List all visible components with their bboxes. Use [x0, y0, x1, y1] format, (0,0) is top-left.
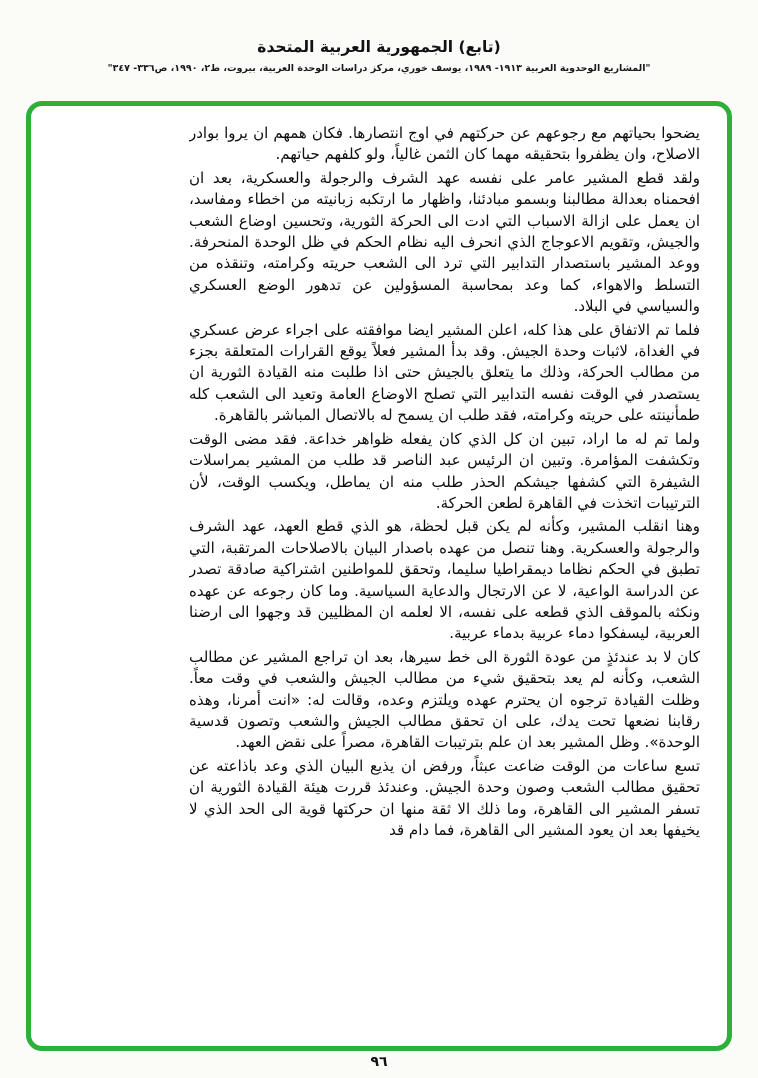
page-header [0, 38, 758, 74]
paragraph: وهنا انقلب المشير، وكأنه لم يكن قبل لحظة، هو الذي قطع العهد، عهد الشرف والرجولة والعسكرية. وهنا تنصل من عهده باصدار البيان بالاصلاحات المرتقبة، التي تطبق في الحكم نظاما ديمقراطيا سليما، وتحقق للمواطنين اشتراكية صادقة تصدر عن الدراسة الواعية، لا عن الارتجال والدعاية السياسية. وما كان رجوعه عن عهده ونكثه بالموقف الذي قطعه على نفسه، الا لعلمه ان المظليين قد وجهوا الى ارضنا العربية، ليسفكوا دماء عربية بدماء عربية. [189, 517, 700, 643]
content-border-box [26, 101, 732, 1051]
body-text-column [189, 123, 700, 1034]
paragraph: تسع ساعات من الوقت ضاعت عبثاً، ورفض ان يذيع البيان الذي وعد باذاعته عن تحقيق مطالب الشعب وصون وحدة الجيش. وعندئذ قررت هيئة القيادة الثورية ان تسفر المشير الى القاهرة، وما ذلك الا ثقة منها ان حركتها قوية الى الحد الذي لا يخيفها بعد ان يعود المشير الى القاهرة، فما دام قد [189, 756, 700, 839]
paragraph: فلما تم الاتفاق على هذا كله، اعلن المشير ايضا موافقته على اجراء عرض عسكري في الغداة، لاثبات وحدة الجيش. وقد بدأ المشير فعلاً يوقع القرارات المتعلقة بجزء من مطالب الحركة، وذلك ما يتعلق بالجيش حتى اذا طلبت منه القيادة الثورية ان يستصدر في الوقت نفسه التدابير التي تصلح الاوضاع العامة وتعيد الى الشعب كله طمأنينته على حريته وكرامته، فقد طلب ان يسمح له بالاتصال المباشر بالقاهرة. [189, 320, 700, 425]
paragraph: ولما تم له ما اراد، تبين ان كل الذي كان يفعله ظواهر خداعة. فقد مضى الوقت وتكشفت المؤامرة. وتبين ان الرئيس عبد الناصر قد طلب من المشير بمراسلات الشيفرة التي كشفها جيشكم الحذر طلب منه ان يماطل، ويكسب الوقت، لأن الترتيبات اتخذت في القاهرة لطعن الحركة. [189, 429, 700, 512]
page-number: ٩٦ [370, 1054, 388, 1070]
paragraph: يضحوا بحياتهم مع رجوعهم عن حركتهم في اوج انتصارها. فكان همهم ان يروا بوادر الاصلاح، وان يظفروا بتحقيقه مهما كان الثمن غالياً، ولو كلفهم حياتهم. [189, 124, 700, 164]
paragraph: ولقد قطع المشير عامر على نفسه عهد الشرف والرجولة والعسكرية، بعد ان افحمناه بعدالة مطالبنا وبسمو مبادئنا، واظهار ما ارتكبه زبانيته من اخطاء ومفاسد، ان يعمل على ازالة الاسباب التي ادت الى الحركة الثورية، وتحسين اوضاع الشعب والجيش، وتقويم الاعوجاج الذي انحرف اليه نظام الحكم في ظل الوحدة المنحرفة. ووعد المشير باستصدار التدابير التي ترد الى الشعب حريته وكرامته، وتنقذه من التسلط والاهواء، كما وعد بمحاسبة المسؤولين عن تدهور الوضع العسكري والسياسي في البلاد. [189, 168, 700, 316]
paragraph: كان لا بد عندئذٍ من عودة الثورة الى خط سيرها، بعد ان تراجع المشير عن مطالب الشعب، وكأنه لم يعد بتحقيق شيء من مطالب الجيش والشعب في وقت معاً. وظلت القيادة ترجوه ان يحترم عهده ويلتزم وعده، وقالت له: «انت أمرنا، وهذه رقابنا نضعها تحت يدك، على ان تحقق مطالب الجيش والشعب وتصون قدسية الوحدة». وظل المشير بعد ان علم بترتيبات القاهرة، مصراً على نقض العهد. [189, 647, 700, 752]
source-citation: "المشاريع الوحدوية العربية ١٩١٣- ١٩٨٩، يوسف خوري، مركز دراسات الوحدة العربية، بيروت، ط٢، ١٩٩٠، ص٣٣٦- ٣٤٧" [107, 63, 651, 74]
page-header-title: (تابع) الجمهورية العربية المتحدة [257, 38, 501, 56]
